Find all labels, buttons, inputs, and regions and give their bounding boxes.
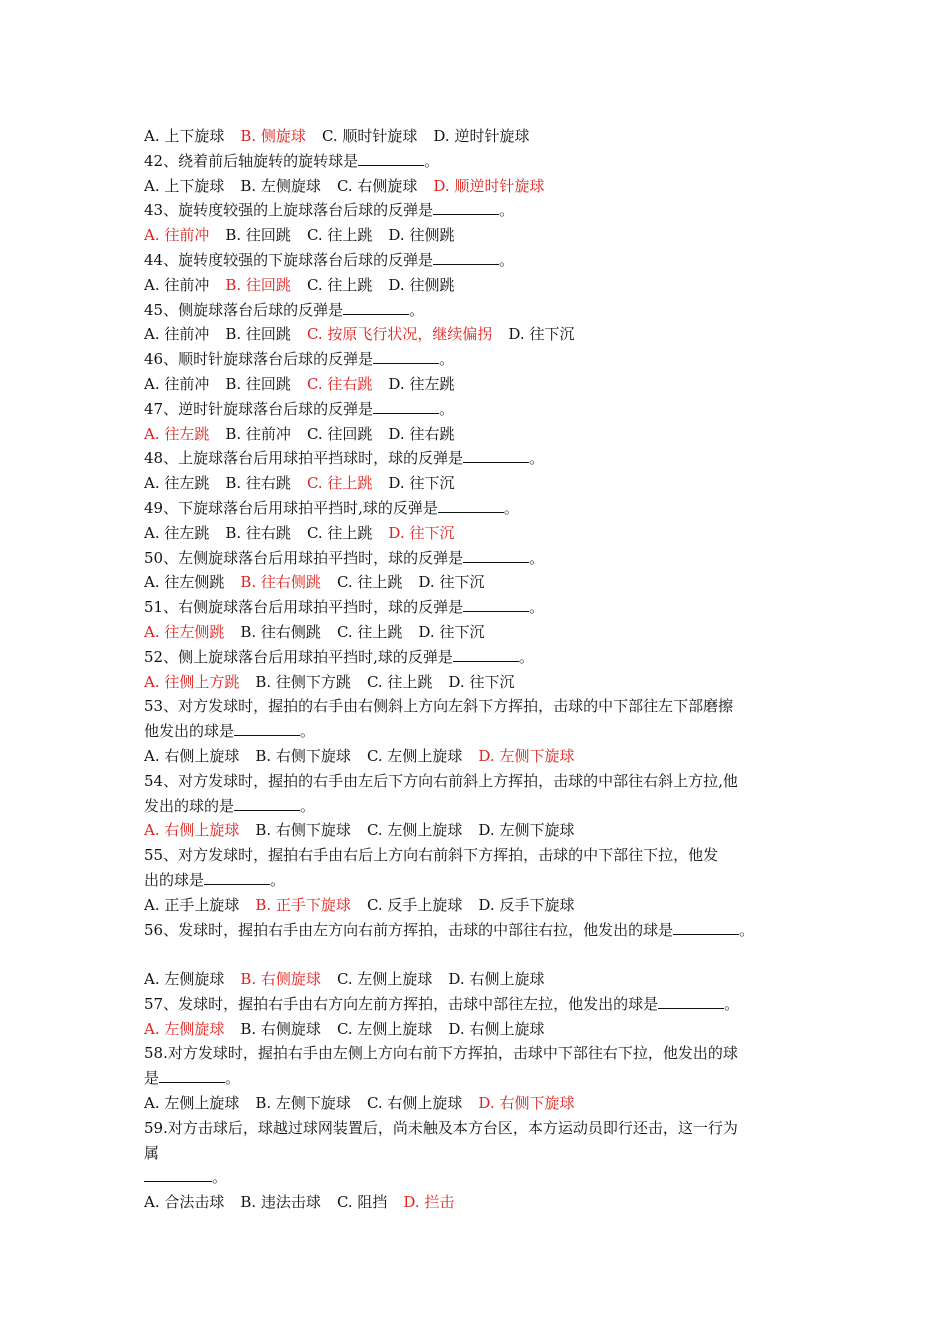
option-c: C. 往上跳 bbox=[306, 226, 373, 245]
question-tail: 。 bbox=[424, 151, 440, 170]
option-a: A. 左侧上旋球 bbox=[144, 1094, 240, 1113]
option-c: C. 往上跳 bbox=[306, 275, 373, 294]
option-b: B. 往右跳 bbox=[225, 474, 291, 493]
option-d: D. 反手下旋球 bbox=[478, 895, 575, 914]
question-text-cont: 是 bbox=[144, 1069, 160, 1088]
question-54 bbox=[144, 769, 824, 794]
option-c: C. 左侧上旋球 bbox=[366, 746, 463, 765]
question-43 bbox=[144, 198, 824, 223]
question-45 bbox=[144, 298, 824, 323]
option-a-answer: A. 左侧旋球 bbox=[144, 1019, 225, 1038]
option-c: C. 左侧上旋球 bbox=[336, 1019, 433, 1038]
option-a-answer: A. 右侧上旋球 bbox=[144, 821, 240, 840]
option-b-answer: B. 侧旋球 bbox=[240, 127, 306, 145]
question-tail: 。 bbox=[409, 300, 425, 319]
question-text: 54、对方发球时，握拍的右手由左后下方向右前斜上方挥拍，击球的中部往右斜上方拉,他 bbox=[144, 771, 738, 790]
option-a: A. 左侧旋球 bbox=[144, 970, 225, 989]
options-row-45 bbox=[144, 322, 824, 347]
option-d: D. 往下沉 bbox=[388, 474, 455, 493]
option-d-answer: D. 往下沉 bbox=[388, 523, 455, 542]
option-d-answer: D. 右侧下旋球 bbox=[478, 1094, 575, 1113]
question-text: 46、顺时针旋球落台后球的反弹是 bbox=[144, 350, 374, 369]
answer-blank bbox=[343, 300, 409, 315]
answer-blank bbox=[433, 250, 499, 265]
options-row-54 bbox=[144, 818, 824, 843]
options-row-43 bbox=[144, 223, 824, 248]
answer-blank bbox=[358, 151, 424, 166]
question-tail: 。 bbox=[529, 449, 545, 468]
option-a: A. 合法击球 bbox=[144, 1193, 225, 1212]
question-text: 45、侧旋球落台后球的反弹是 bbox=[144, 300, 344, 319]
question-tail: 。 bbox=[499, 201, 515, 220]
option-b: B. 左侧下旋球 bbox=[255, 1094, 351, 1113]
question-text: 47、逆时针旋球落台后球的反弹是 bbox=[144, 399, 374, 418]
answer-blank bbox=[463, 597, 529, 612]
question-55-cont bbox=[144, 868, 824, 893]
option-a-answer: A. 往前冲 bbox=[144, 226, 210, 245]
option-a: A. 往左跳 bbox=[144, 474, 210, 493]
option-d: D. 右侧上旋球 bbox=[448, 970, 545, 989]
document-page bbox=[144, 124, 824, 1215]
option-c: C. 往上跳 bbox=[306, 523, 373, 542]
question-text: 44、旋转度较强的下旋球落台后球的反弹是 bbox=[144, 250, 434, 269]
option-d: D. 往右跳 bbox=[388, 424, 455, 443]
options-row-51 bbox=[144, 620, 824, 645]
question-56 bbox=[144, 918, 824, 943]
option-b: B. 右侧下旋球 bbox=[255, 746, 351, 765]
question-tail: 。 bbox=[300, 796, 316, 815]
option-d-answer: D. 左侧下旋球 bbox=[478, 746, 575, 765]
option-d: D. 左侧下旋球 bbox=[478, 821, 575, 840]
question-44 bbox=[144, 248, 824, 273]
answer-blank bbox=[204, 870, 270, 885]
option-a: A. 上下旋球 bbox=[144, 176, 225, 195]
option-b: B. 违法击球 bbox=[240, 1193, 321, 1212]
question-tail: 。 bbox=[225, 1069, 241, 1088]
options-row-57 bbox=[144, 1017, 824, 1042]
option-b: B. 往侧下方跳 bbox=[255, 672, 351, 691]
option-d: D. 往侧跳 bbox=[388, 275, 455, 294]
option-c: C. 左侧上旋球 bbox=[366, 821, 463, 840]
option-d: D. 往左跳 bbox=[388, 374, 455, 393]
question-text: 43、旋转度较强的上旋球落台后球的反弹是 bbox=[144, 201, 434, 220]
options-row-53 bbox=[144, 744, 824, 769]
option-a: A. 往前冲 bbox=[144, 374, 210, 393]
question-50 bbox=[144, 546, 824, 571]
option-a: A. 往前冲 bbox=[144, 325, 210, 344]
option-a-answer: A. 往侧上方跳 bbox=[144, 672, 240, 691]
options-row-41 bbox=[144, 124, 824, 149]
option-d: D. 往下沉 bbox=[418, 573, 485, 592]
options-row-55 bbox=[144, 893, 824, 918]
option-b: B. 左侧旋球 bbox=[240, 176, 321, 195]
option-a-answer: A. 往左跳 bbox=[144, 424, 210, 443]
option-b-answer: B. 右侧旋球 bbox=[240, 970, 321, 989]
answer-blank bbox=[144, 1167, 212, 1182]
question-tail: 。 bbox=[724, 994, 740, 1013]
option-a: A. 往左跳 bbox=[144, 523, 210, 542]
option-b-answer: B. 往回跳 bbox=[225, 275, 291, 294]
question-text: 55、对方发球时，握拍右手由右后上方向右前斜下方挥拍，击球的中下部往下拉，他发 bbox=[144, 846, 719, 865]
question-text: 59.对方击球后，球越过球网装置后，尚未触及本方台区，本方运动员即行还击，这一行为 bbox=[144, 1118, 738, 1137]
question-text: 58.对方发球时，握拍右手由左侧上方向右前下方挥拍，击球中下部往右下拉，他发出的球 bbox=[144, 1044, 738, 1063]
option-c: C. 右侧旋球 bbox=[336, 176, 418, 195]
option-d: D. 逆时针旋球 bbox=[433, 127, 530, 145]
option-b-answer: B. 往右侧跳 bbox=[240, 573, 321, 592]
question-tail: 。 bbox=[212, 1168, 228, 1187]
options-row-58 bbox=[144, 1091, 824, 1116]
question-text: 56、发球时，握拍右手由左方向右前方挥拍，击球的中部往右拉，他发出的球是 bbox=[144, 920, 674, 939]
question-text: 52、侧上旋球落台后用球拍平挡时,球的反弹是 bbox=[144, 647, 453, 666]
option-d: D. 右侧上旋球 bbox=[448, 1019, 545, 1038]
question-text: 48、上旋球落台后用球拍平挡球时，球的反弹是 bbox=[144, 449, 464, 468]
answer-blank bbox=[658, 994, 724, 1009]
option-a: A. 往左侧跳 bbox=[144, 573, 225, 592]
option-a: A. 右侧上旋球 bbox=[144, 746, 240, 765]
option-b: B. 右侧下旋球 bbox=[255, 821, 351, 840]
question-55 bbox=[144, 843, 824, 868]
question-text: 49、下旋球落台后用球拍平挡时,球的反弹是 bbox=[144, 498, 438, 517]
answer-blank bbox=[234, 796, 300, 811]
question-text-cont: 出的球是 bbox=[144, 870, 205, 889]
option-b: B. 往右跳 bbox=[225, 523, 291, 542]
options-row-52 bbox=[144, 670, 824, 695]
question-tail: 。 bbox=[503, 498, 519, 517]
option-a-answer: A. 往左侧跳 bbox=[144, 622, 225, 641]
option-c: C. 顺时针旋球 bbox=[321, 127, 418, 145]
options-row-56 bbox=[144, 967, 824, 992]
option-c: C. 往上跳 bbox=[366, 672, 433, 691]
question-tail: 。 bbox=[439, 350, 455, 369]
option-d: D. 往下沉 bbox=[418, 622, 485, 641]
question-53 bbox=[144, 694, 824, 719]
answer-blank bbox=[373, 349, 439, 364]
question-text: 50、左侧旋球落台后用球拍平挡时，球的反弹是 bbox=[144, 548, 464, 567]
blank-line bbox=[144, 942, 824, 967]
question-tail: 。 bbox=[529, 548, 545, 567]
option-d-answer: D. 顺逆时针旋球 bbox=[433, 176, 545, 195]
question-42 bbox=[144, 149, 824, 174]
question-tail: 。 bbox=[739, 920, 755, 939]
options-row-47 bbox=[144, 422, 824, 447]
question-51 bbox=[144, 595, 824, 620]
option-d: D. 往下沉 bbox=[448, 672, 515, 691]
answer-blank bbox=[463, 548, 529, 563]
options-row-46 bbox=[144, 372, 824, 397]
question-57 bbox=[144, 992, 824, 1017]
options-row-44 bbox=[144, 273, 824, 298]
question-tail: 。 bbox=[439, 399, 455, 418]
question-46 bbox=[144, 347, 824, 372]
question-52 bbox=[144, 645, 824, 670]
options-row-49 bbox=[144, 521, 824, 546]
question-59 bbox=[144, 1116, 824, 1141]
answer-blank bbox=[234, 721, 300, 736]
option-c: C. 阻挡 bbox=[336, 1193, 388, 1212]
option-a: A. 上下旋球 bbox=[144, 127, 225, 145]
question-59-blank-line bbox=[144, 1165, 824, 1190]
question-text: 42、绕着前后轴旋转的旋转球是 bbox=[144, 151, 359, 170]
question-tail: 。 bbox=[300, 722, 316, 741]
answer-blank bbox=[438, 498, 504, 513]
question-tail: 。 bbox=[529, 598, 545, 617]
question-58 bbox=[144, 1041, 824, 1066]
question-text-cont: 属 bbox=[144, 1143, 160, 1162]
options-row-59 bbox=[144, 1190, 824, 1215]
question-47 bbox=[144, 397, 824, 422]
question-tail: 。 bbox=[270, 870, 286, 889]
answer-blank bbox=[159, 1068, 225, 1083]
answer-blank bbox=[463, 448, 529, 463]
option-c: C. 右侧上旋球 bbox=[366, 1094, 463, 1113]
option-c-answer: C. 往上跳 bbox=[306, 474, 373, 493]
option-a: A. 往前冲 bbox=[144, 275, 210, 294]
answer-blank bbox=[373, 399, 439, 414]
option-c: C. 往上跳 bbox=[336, 622, 403, 641]
option-d: D. 往侧跳 bbox=[388, 226, 455, 245]
option-c-answer: C. 按原飞行状况，继续偏拐 bbox=[306, 325, 493, 344]
question-text: 53、对方发球时，握拍的右手由右侧斜上方向左斜下方挥拍，击球的中下部往左下部磨擦 bbox=[144, 697, 734, 716]
option-b: B. 右侧旋球 bbox=[240, 1019, 321, 1038]
options-row-42 bbox=[144, 174, 824, 199]
option-b: B. 往回跳 bbox=[225, 226, 291, 245]
option-c: C. 往回跳 bbox=[306, 424, 373, 443]
question-text: 51、右侧旋球落台后用球拍平挡时，球的反弹是 bbox=[144, 598, 464, 617]
options-row-50 bbox=[144, 570, 824, 595]
question-49 bbox=[144, 496, 824, 521]
option-b: B. 往前冲 bbox=[225, 424, 291, 443]
options-row-48 bbox=[144, 471, 824, 496]
question-tail: 。 bbox=[499, 250, 515, 269]
option-c: C. 往上跳 bbox=[336, 573, 403, 592]
option-d: D. 往下沉 bbox=[508, 325, 575, 344]
option-a: A. 正手上旋球 bbox=[144, 895, 240, 914]
question-text-cont: 他发出的球是 bbox=[144, 722, 235, 741]
option-c: C. 左侧上旋球 bbox=[336, 970, 433, 989]
option-b-answer: B. 正手下旋球 bbox=[255, 895, 351, 914]
answer-blank bbox=[433, 200, 499, 215]
option-c: C. 反手上旋球 bbox=[366, 895, 463, 914]
question-53-cont bbox=[144, 719, 824, 744]
option-c-answer: C. 往右跳 bbox=[306, 374, 373, 393]
option-b: B. 往回跳 bbox=[225, 374, 291, 393]
option-b: B. 往右侧跳 bbox=[240, 622, 321, 641]
question-text: 57、发球时，握拍右手由右方向左前方挥拍，击球中部往左拉，他发出的球是 bbox=[144, 994, 659, 1013]
question-59-cont bbox=[144, 1141, 824, 1166]
question-tail: 。 bbox=[518, 647, 534, 666]
option-b: B. 往回跳 bbox=[225, 325, 291, 344]
question-48 bbox=[144, 446, 824, 471]
question-text-cont: 发出的球的是 bbox=[144, 796, 235, 815]
question-58-cont bbox=[144, 1066, 824, 1091]
option-d-answer: D. 拦击 bbox=[403, 1193, 455, 1212]
answer-blank bbox=[453, 647, 519, 662]
answer-blank bbox=[673, 920, 739, 935]
question-54-cont bbox=[144, 794, 824, 819]
